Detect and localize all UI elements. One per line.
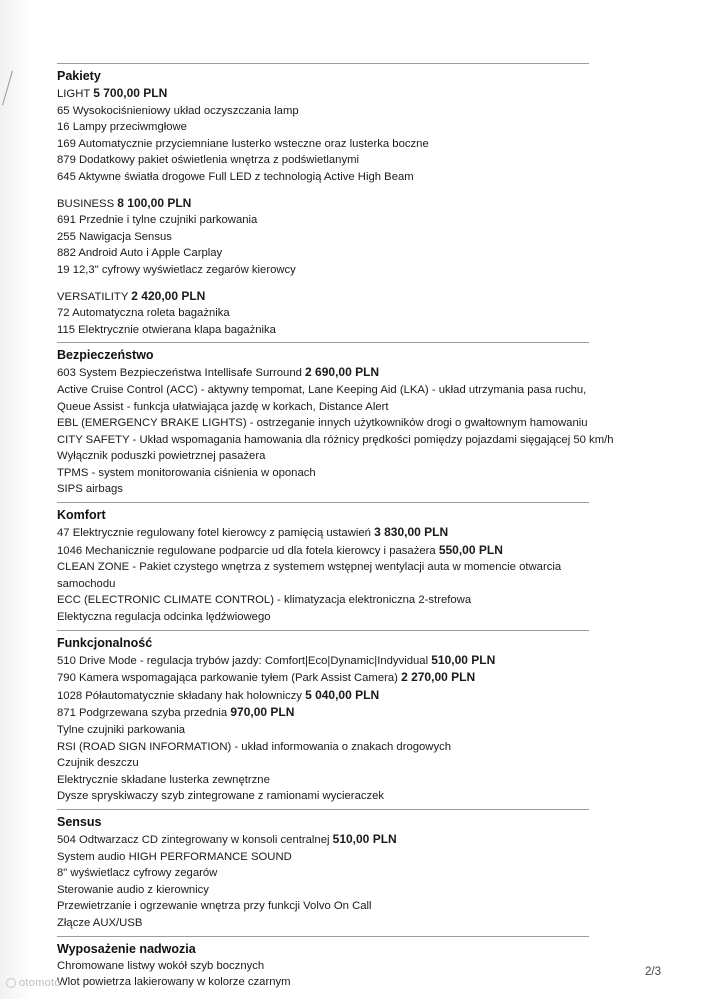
item-price: 510,00 PLN — [332, 831, 397, 846]
package-versatility — [57, 288, 589, 339]
item-price: 510,00 PLN — [431, 652, 496, 667]
item-text: 47 Elektrycznie regulowany fotel kierowcy z pamięcią ustawień — [57, 527, 371, 540]
list-item: Złącze AUX/USB — [57, 916, 143, 929]
section-title-sensus: Sensus — [57, 814, 102, 829]
list-item: 65 Wysokociśnieniowy układ oczyszczania lamp — [57, 104, 299, 117]
section-title-nadwozie: Wyposażenie nadwozia — [57, 941, 196, 956]
list-item: 8" wyświetlacz cyfrowy zegarów — [57, 867, 218, 880]
list-item: Chromowane listwy wokół szyb bocznych — [57, 959, 265, 972]
section-bezpieczenstwo — [57, 342, 614, 502]
list-item: Wlot powietrza lakierowany w kolorze czarnym — [57, 976, 291, 989]
list-item — [57, 831, 589, 849]
list-item: Queue Assist - funkcja ułatwiająca jazdę w korkach, Distance Alert — [57, 400, 389, 413]
list-item — [57, 652, 589, 670]
item-price: 550,00 PLN — [438, 542, 503, 557]
package-price: 8 100,00 PLN — [117, 195, 192, 210]
package-header — [57, 195, 589, 213]
list-item: 882 Android Auto i Apple Carplay — [57, 247, 223, 260]
scan-artifact-line — [2, 71, 13, 106]
scan-shadow-edge — [0, 0, 34, 999]
list-item: 115 Elektrycznie otwierana klapa bagażnika — [57, 323, 276, 336]
section-title-komfort: Komfort — [57, 508, 106, 523]
package-price: 2 420,00 PLN — [131, 288, 206, 303]
item-text: 790 Kamera wspomagająca parkowanie tyłem (Park Assist Camera) — [57, 672, 398, 685]
list-item: 169 Automatycznie przyciemniane lusterko wsteczne oraz lusterka boczne — [57, 137, 429, 150]
list-item: Elektyczna regulacja odcinka lędźwiowego — [57, 611, 271, 624]
section-nadwozie — [57, 936, 589, 995]
package-name: BUSINESS — [57, 197, 115, 210]
item-price: 970,00 PLN — [230, 705, 295, 720]
item-price: 2 270,00 PLN — [401, 670, 476, 685]
list-item: System audio HIGH PERFORMANCE SOUND — [57, 850, 292, 863]
list-item: Elektrycznie składane lusterka zewnętrzne — [57, 773, 270, 786]
item-price: 5 040,00 PLN — [305, 687, 380, 702]
list-item: TPMS - system monitorowania ciśnienia w oponach — [57, 466, 316, 479]
list-item: 72 Automatyczna roleta bagażnika — [57, 307, 230, 320]
section-title-funkcjonalnosc: Funkcjonalność — [57, 635, 153, 650]
list-item: 255 Nawigacja Sensus — [57, 230, 172, 243]
package-header — [57, 85, 589, 103]
list-item: CITY SAFETY - Układ wspomagania hamowania dla różnicy prędkości pomiędzy pojazdami sięgającej 50 km/h — [57, 433, 614, 446]
watermark-logo-icon — [6, 978, 16, 988]
list-item — [57, 364, 589, 382]
package-name: VERSATILITY — [57, 290, 129, 303]
list-item: Przewietrzanie i ogrzewanie wnętrza przy funkcji Volvo On Call — [57, 900, 372, 913]
item-text: 504 Odtwarzacz CD zintegrowany w konsoli centralnej — [57, 833, 330, 846]
list-item: Active Cruise Control (ACC) - aktywny tempomat, Lane Keeping Aid (LKA) - układ utrzymania pasa ruchu, — [57, 383, 587, 396]
list-item: EBL (EMERGENCY BRAKE LIGHTS) - ostrzeganie innych użytkowników drogi o gwałtownym hamowaniu — [57, 417, 588, 430]
list-item: 16 Lampy przeciwmgłowe — [57, 121, 187, 134]
list-item — [57, 542, 589, 560]
section-title-pakiety: Pakiety — [57, 69, 101, 83]
item-text: 1028 Półautomatycznie składany hak holowniczy — [57, 689, 302, 702]
item-text: 510 Drive Mode - regulacja trybów jazdy: Comfort|Eco|Dynamic|Indyvidual — [57, 654, 429, 667]
list-item: 879 Dodatkowy pakiet oświetlenia wnętrza z podświetlanymi — [57, 154, 360, 167]
list-item — [57, 704, 589, 722]
item-text: 603 System Bezpieczeństwa Intellisafe Surround — [57, 367, 302, 380]
package-price: 5 700,00 PLN — [93, 86, 168, 100]
watermark — [6, 977, 61, 989]
section-title-bezpieczenstwo: Bezpieczeństwo — [57, 348, 154, 363]
item-text: 1046 Mechanicznie regulowane podparcie ud dla fotela kierowcy i pasażera — [57, 544, 436, 557]
section-sensus — [57, 809, 589, 936]
section-funkcjonalnosc — [57, 630, 589, 809]
page-number: 2/3 — [645, 966, 661, 978]
section-pakiety — [57, 63, 589, 342]
list-item: CLEAN ZONE - Pakiet czystego wnętrza z systemem wstępnej wentylacji auta w momencie otwarcia — [57, 561, 562, 574]
list-item: RSI (ROAD SIGN INFORMATION) - układ informowania o znakach drogowych — [57, 740, 452, 753]
list-item — [57, 687, 589, 705]
package-header — [57, 288, 589, 306]
equipment-list — [57, 63, 614, 995]
list-item: Dysze spryskiwaczy szyb zintegrowane z ramionami wycieraczek — [57, 790, 385, 803]
list-item: SIPS airbags — [57, 483, 123, 496]
list-item: Wyłącznik poduszki powietrznej pasażera — [57, 450, 266, 463]
list-item: samochodu — [57, 577, 116, 590]
list-item: ECC (ELECTRONIC CLIMATE CONTROL) - klimatyzacja elektroniczna 2-strefowa — [57, 594, 472, 607]
item-text: 871 Podgrzewana szyba przednia — [57, 707, 228, 720]
item-price: 2 690,00 PLN — [305, 365, 380, 380]
list-item: 19 12,3" cyfrowy wyświetlacz zegarów kierowcy — [57, 263, 296, 276]
list-item — [57, 524, 589, 542]
watermark-text: otomoto — [19, 977, 61, 989]
package-name: LIGHT — [57, 88, 91, 100]
list-item — [57, 669, 589, 687]
list-item: 645 Aktywne światła drogowe Full LED z technologią Active High Beam — [57, 170, 414, 183]
item-price: 3 830,00 PLN — [374, 525, 449, 540]
package-business — [57, 195, 589, 279]
list-item: 691 Przednie i tylne czujniki parkowania — [57, 214, 258, 227]
section-komfort — [57, 502, 589, 630]
list-item: Tylne czujniki parkowania — [57, 724, 186, 736]
list-item: Sterowanie audio z kierownicy — [57, 883, 209, 896]
list-item: Czujnik deszczu — [57, 757, 139, 770]
package-light — [57, 85, 589, 186]
